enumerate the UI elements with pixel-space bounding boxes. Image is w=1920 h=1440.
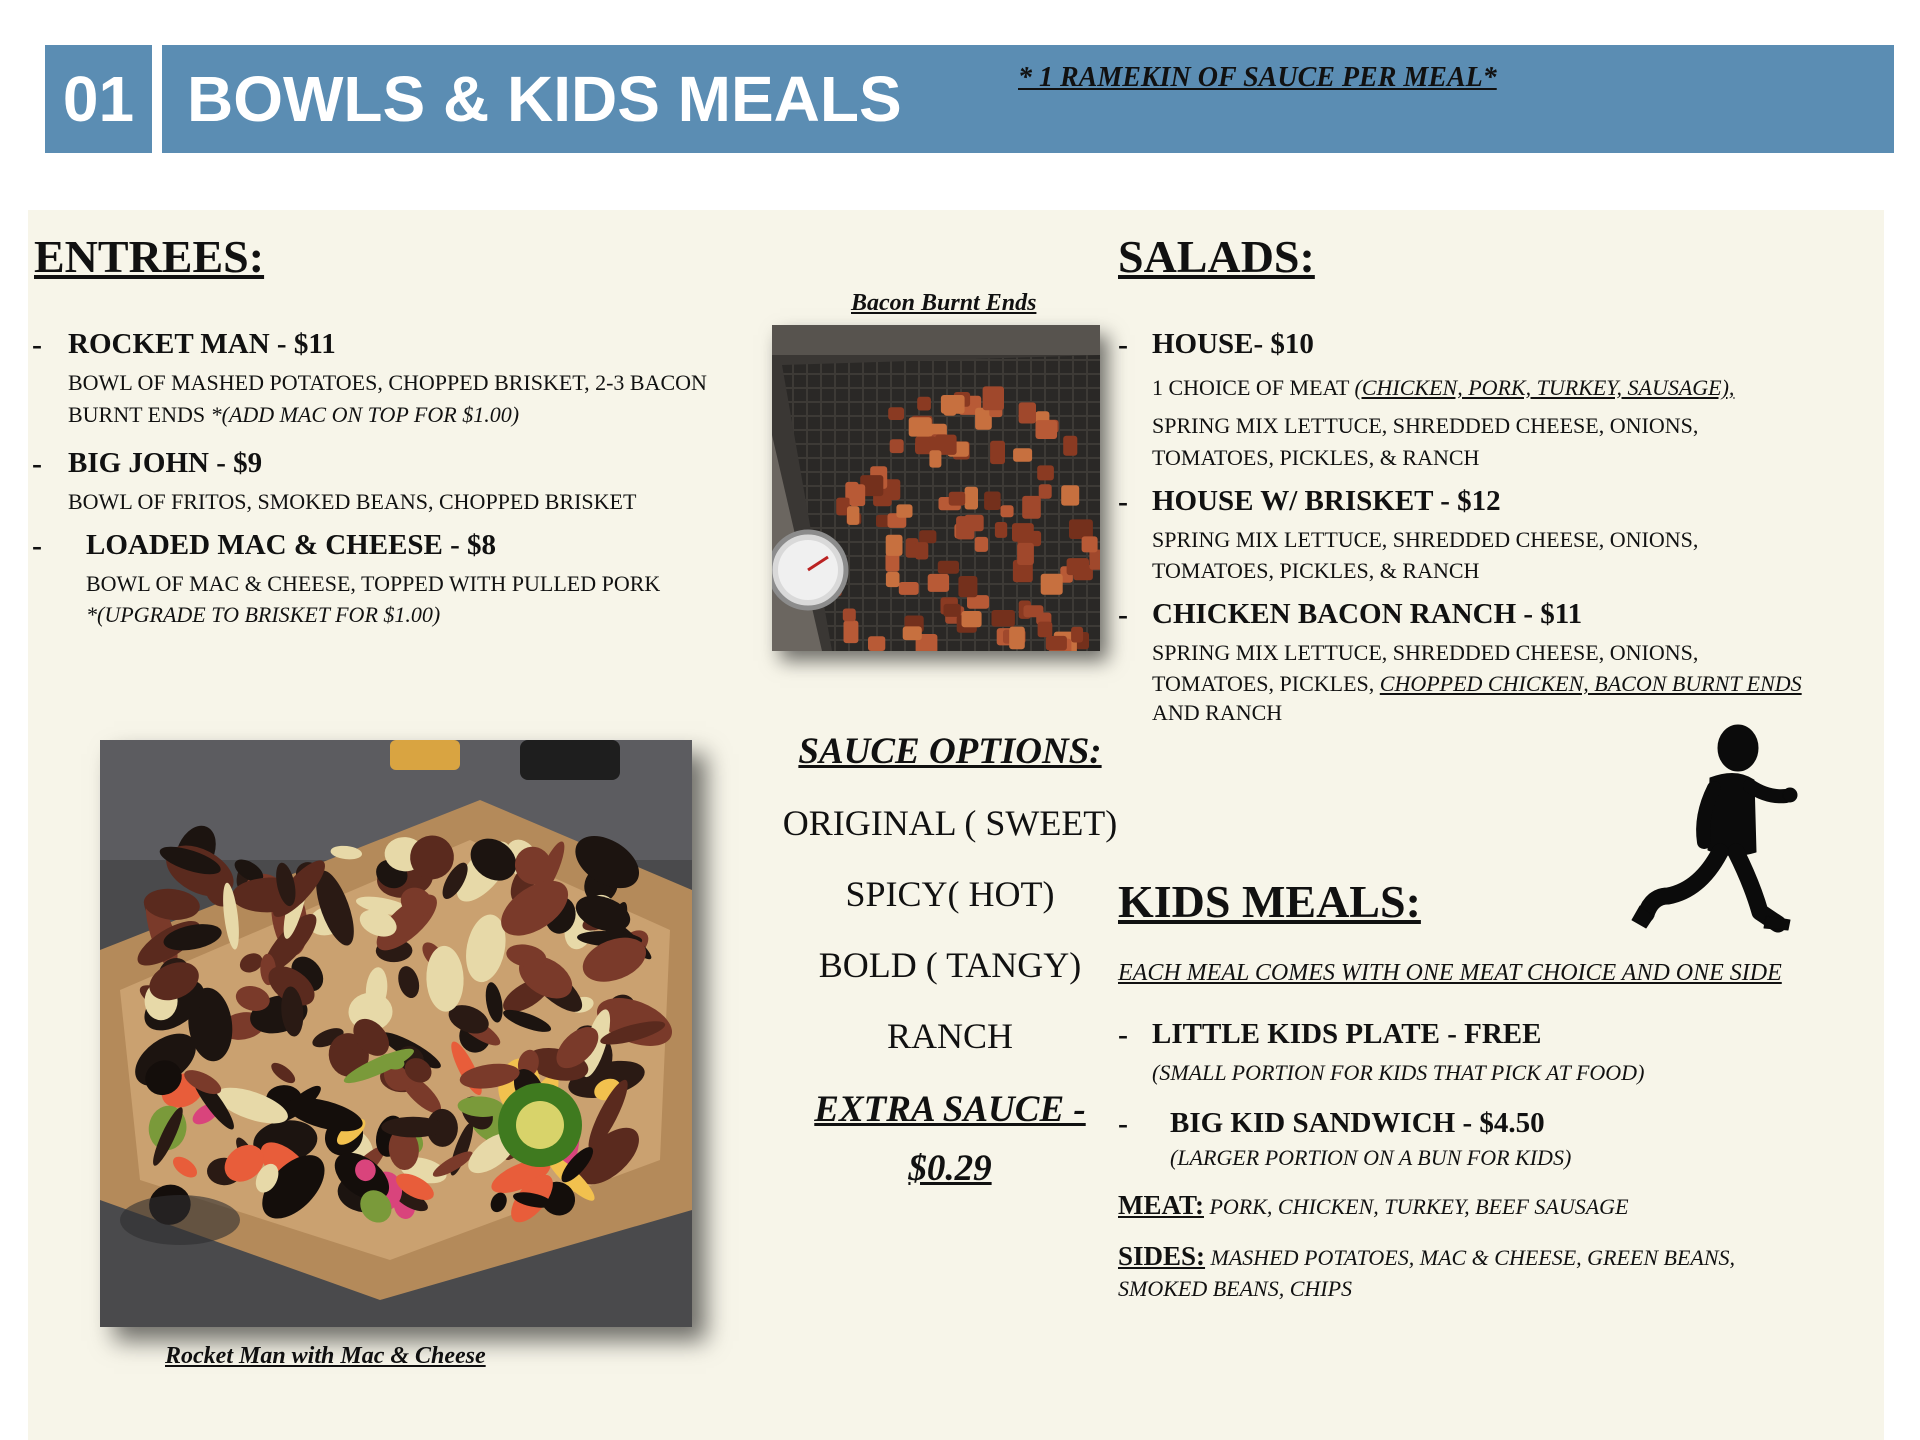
kids-meat-line — [1118, 1190, 1629, 1221]
kids-meals-title: KIDS MEALS: — [1118, 876, 1421, 927]
kids-sides-values: SMOKED BEANS, CHIPS — [1118, 1276, 1353, 1301]
salad-meat-choices: (CHICKEN, PORK, TURKEY, SAUSAGE), — [1354, 375, 1735, 400]
kids-item-note: (SMALL PORTION FOR KIDS THAT PICK AT FOOD) — [1152, 1060, 1645, 1085]
kids-sides-label: SIDES: — [1118, 1241, 1206, 1271]
sauce-option: SPICY( HOT) — [845, 874, 1055, 914]
salad-item-name: HOUSE W/ BRISKET - $12 — [1152, 485, 1501, 517]
entrees-title: ENTREES: — [34, 231, 265, 282]
sauce-options-title: SAUCE OPTIONS: — [798, 731, 1102, 772]
sauce-option: ORIGINAL ( SWEET) — [782, 803, 1118, 843]
dash-bullet: - — [1118, 485, 1128, 518]
entree-item-desc: BURNT ENDS *(ADD MAC ON TOP FOR $1.00) — [68, 402, 520, 427]
kids-meals-subtitle: EACH MEAL COMES WITH ONE MEAT CHOICE AND ONE SIDE — [1118, 960, 1782, 986]
salad-item-name: CHICKEN BACON RANCH - $11 — [1152, 598, 1583, 630]
extra-sauce-label: EXTRA SAUCE - — [814, 1089, 1086, 1130]
kids-sides-line — [1118, 1241, 1735, 1272]
salad-item-desc: TOMATOES, PICKLES, & RANCH — [1152, 445, 1480, 470]
kids-meat-values: PORK, CHICKEN, TURKEY, BEEF SAUSAGE — [1203, 1194, 1629, 1219]
running-kid-silhouette-icon — [1618, 720, 1808, 940]
dash-bullet: - — [1118, 598, 1128, 631]
entree-item-name: BIG JOHN - $9 — [68, 447, 263, 479]
rocket-man-photo-caption: Rocket Man with Mac & Cheese — [165, 1343, 486, 1369]
kids-item-name: BIG KID SANDWICH - $4.50 — [1170, 1107, 1545, 1139]
salad-item-desc: TOMATOES, PICKLES, CHOPPED CHICKEN, BACON BURNT ENDS — [1152, 671, 1802, 696]
salad-item-name: HOUSE- $10 — [1152, 328, 1314, 360]
kids-item-note: (LARGER PORTION ON A BUN FOR KIDS) — [1170, 1145, 1572, 1170]
dash-bullet: - — [1118, 1018, 1128, 1051]
entree-item-note: *(ADD MAC ON TOP FOR $1.00) — [210, 402, 520, 427]
extra-sauce-price: $0.29 — [908, 1148, 992, 1189]
entree-item-desc: BOWL OF MAC & CHEESE, TOPPED WITH PULLED PORK — [86, 571, 661, 596]
dash-bullet: - — [1118, 1107, 1128, 1140]
entree-item-desc: BOWL OF FRITOS, SMOKED BEANS, CHOPPED BRISKET — [68, 489, 637, 514]
kids-meat-label: MEAT: — [1118, 1190, 1204, 1220]
dash-bullet: - — [1118, 328, 1128, 361]
bacon-burnt-ends-photo — [772, 325, 1100, 651]
sauce-option: RANCH — [886, 1016, 1014, 1056]
salad-item-desc: SPRING MIX LETTUCE, SHREDDED CHEESE, ONIONS, — [1152, 413, 1699, 438]
salad-item-desc: SPRING MIX LETTUCE, SHREDDED CHEESE, ONIONS, — [1152, 640, 1699, 665]
section-number: 01 — [45, 45, 152, 153]
salad-item-desc: TOMATOES, PICKLES, & RANCH — [1152, 558, 1480, 583]
entree-item-note: *(UPGRADE TO BRISKET FOR $1.00) — [86, 602, 441, 627]
rocket-man-photo — [100, 740, 692, 1327]
salads-title: SALADS: — [1118, 231, 1315, 282]
kids-sides-values: MASHED POTATOES, MAC & CHEESE, GREEN BEANS, — [1205, 1245, 1736, 1270]
salad-item-desc: AND RANCH — [1152, 700, 1283, 725]
entree-item-name: ROCKET MAN - $11 — [68, 328, 336, 360]
sauce-option: BOLD ( TANGY) — [818, 945, 1082, 985]
entree-item-name: LOADED MAC & CHEESE - $8 — [86, 529, 497, 561]
sauce-note: * 1 RAMEKIN OF SAUCE PER MEAL* — [1018, 62, 1497, 93]
bacon-photo-caption: Bacon Burnt Ends — [851, 290, 1037, 316]
salad-extra-toppings: CHOPPED CHICKEN, BACON BURNT ENDS — [1379, 671, 1802, 696]
dash-bullet: - — [32, 447, 42, 480]
dash-bullet: - — [32, 529, 42, 562]
dash-bullet: - — [32, 328, 42, 361]
entree-item-desc: BOWL OF MASHED POTATOES, CHOPPED BRISKET, 2-3 BACON — [68, 370, 707, 395]
kids-item-name: LITTLE KIDS PLATE - FREE — [1152, 1018, 1542, 1050]
page-title: BOWLS & KIDS MEALS — [187, 63, 902, 135]
salad-item-desc: 1 CHOICE OF MEAT (CHICKEN, PORK, TURKEY, SAUSAGE), — [1152, 375, 1735, 400]
salad-item-desc: SPRING MIX LETTUCE, SHREDDED CHEESE, ONIONS, — [1152, 527, 1699, 552]
